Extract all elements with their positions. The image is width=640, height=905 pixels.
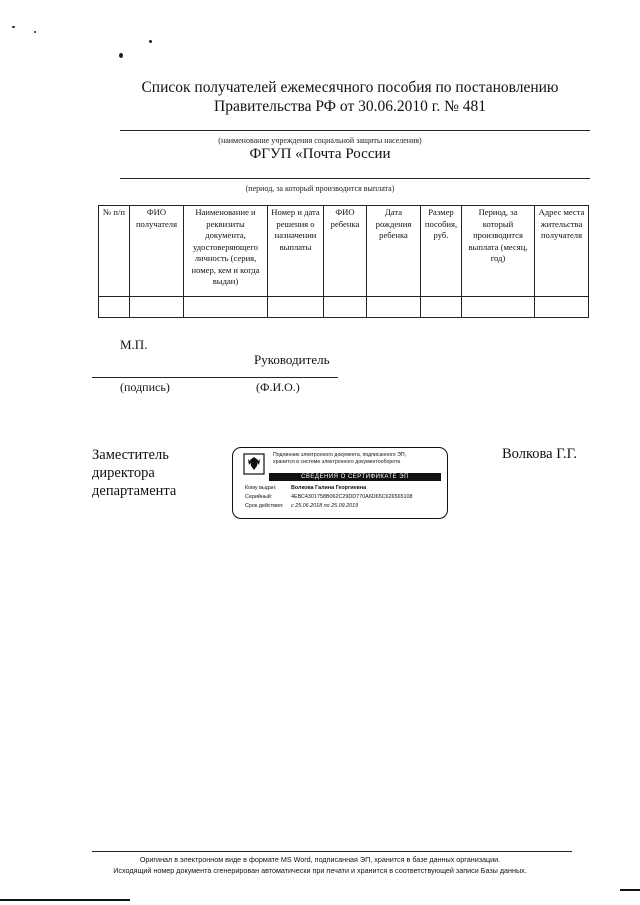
stamp-issued-to-key: Кому выдан: <box>245 485 277 491</box>
stamp-validity-key: Срок действия: <box>245 503 284 509</box>
stamp-header <box>273 452 443 466</box>
organization-name: ФГУП «Почта России <box>249 146 391 162</box>
table-cell <box>367 297 421 318</box>
stamp-issued-to-row <box>245 485 366 492</box>
column-header-amount: Размер пособия, руб. <box>421 206 462 297</box>
stamp-header-line2: хранится в системе электронного документооборота <box>273 459 401 465</box>
period-caption: (период, за который производится выплата) <box>245 184 395 193</box>
scan-bottom-edge <box>620 889 640 891</box>
scan-speck <box>12 26 15 28</box>
column-header-decision: Номер и дата решения о назначении выплаты <box>268 206 324 297</box>
stamp-validity-value: с 25.06.2018 по 25.09.2019 <box>291 503 359 509</box>
institution-caption: (наименование учреждения социальной защиты населения) <box>218 136 422 145</box>
fio-caption: (Ф.И.О.) <box>256 380 300 394</box>
deputy-title-line2: директора <box>92 465 155 481</box>
table-cell <box>462 297 535 318</box>
stamp-header-line1: Подлинник электронного документа, подписанного ЭП, <box>273 452 407 458</box>
stamp-validity-row <box>245 503 358 510</box>
column-header-recipient-name: ФИО получателя <box>130 206 184 297</box>
document-title-line1: Список получателей ежемесячного пособия по постановлению <box>141 79 559 96</box>
column-header-id-document: Наименование и реквизиты документа, удостоверяющего личность (серия, номер, кем и когда выдан) <box>184 206 268 297</box>
column-header-child-name: ФИО ребенка <box>324 206 367 297</box>
stamp-issued-to-value: Волкова Галина Георгиевна <box>291 485 367 491</box>
column-header-number: № п/п <box>99 206 130 297</box>
footer-note-line2: Исходящий номер документа сгенерирован автоматически при печати и хранится в соответствующей записи Базы данных. <box>113 866 527 875</box>
stamp-serial-row <box>245 494 413 501</box>
table-cell <box>535 297 589 318</box>
stamp-certificate-band: СВЕДЕНИЯ О СЕРТИФИКАТЕ ЭП <box>269 473 441 481</box>
table-cell <box>99 297 130 318</box>
scan-speck <box>34 31 36 33</box>
institution-line <box>120 130 590 131</box>
stamp-serial-key: Серийный: <box>245 494 273 500</box>
column-header-address: Адрес места жительства получателя <box>535 206 589 297</box>
coat-of-arms-icon <box>243 453 265 475</box>
document-title-line2: Правительства РФ от 30.06.2010 г. № 481 <box>214 98 486 115</box>
scan-speck <box>149 40 152 43</box>
signer-surname: Волкова Г.Г. <box>502 446 577 462</box>
signature-caption: (подпись) <box>120 380 170 394</box>
table-row <box>99 297 589 318</box>
column-header-child-birthdate: Дата рождения ребенка <box>367 206 421 297</box>
table-cell <box>184 297 268 318</box>
table-cell <box>421 297 462 318</box>
signature-line <box>92 377 338 378</box>
table-cell <box>268 297 324 318</box>
deputy-title-line3: департамента <box>92 483 177 499</box>
table-cell <box>324 297 367 318</box>
deputy-title <box>92 446 242 500</box>
recipients-table <box>98 205 589 318</box>
table-header-row <box>99 206 589 297</box>
electronic-signature-stamp <box>232 447 448 519</box>
scan-bottom-edge <box>0 899 130 901</box>
table-cell <box>130 297 184 318</box>
scan-speck <box>119 53 123 58</box>
footer-note-line1: Оригинал в электронном виде в формате MS Word, подписанная ЭП, хранится в базе данных организации. <box>139 855 501 864</box>
footer-rule <box>92 851 572 852</box>
stamp-serial-value: 4ЕВС4301758В062С29DD770А6D65С626565108 <box>291 494 413 500</box>
deputy-title-line1: Заместитель <box>92 447 169 463</box>
column-header-period: Период, за который производится выплата (месяц, год) <box>462 206 535 297</box>
head-label: Руководитель <box>254 352 330 367</box>
seal-placeholder-label: М.П. <box>120 337 148 352</box>
period-line <box>120 178 590 179</box>
